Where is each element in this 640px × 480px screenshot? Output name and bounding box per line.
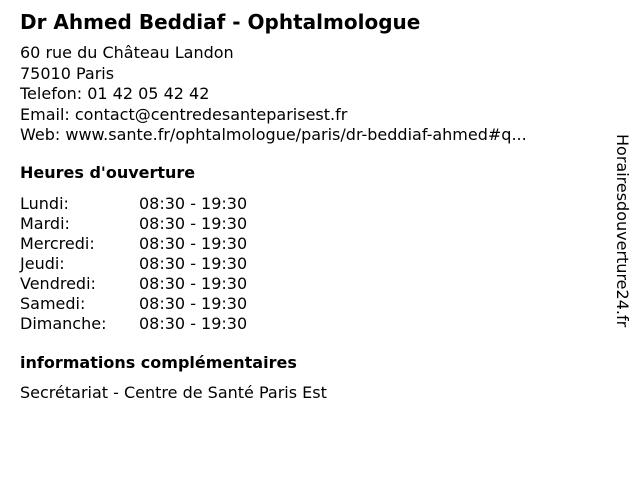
hours-row-thursday: [20, 254, 300, 274]
hours-row-sunday: [20, 314, 300, 334]
day-label: Samedi:: [20, 294, 86, 313]
time-range: 08:30 - 19:30: [139, 254, 248, 273]
web-line: Web: www.sante.fr/ophtalmologue/paris/dr-beddiaf-ahmed#q...: [20, 125, 527, 144]
address-city: 75010 Paris: [20, 63, 115, 83]
day-label: Lundi:: [20, 194, 69, 213]
info-heading: informations complémentaires: [20, 353, 297, 372]
hours-row-saturday: [20, 294, 300, 314]
site-watermark: Horairesdouverture24.fr: [613, 134, 632, 328]
contact-block: [20, 43, 527, 146]
time-range: 08:30 - 19:30: [139, 274, 248, 293]
day-label: Mardi:: [20, 214, 70, 233]
info-text: Secrétariat - Centre de Santé Paris Est: [20, 383, 327, 402]
hours-row-monday: [20, 194, 300, 214]
page-title: Dr Ahmed Beddiaf - Ophtalmologue: [20, 10, 421, 34]
time-range: 08:30 - 19:30: [139, 314, 248, 333]
opening-hours-table: [20, 194, 300, 334]
day-label: Mercredi:: [20, 234, 95, 253]
time-range: 08:30 - 19:30: [139, 294, 248, 313]
hours-row-tuesday: [20, 214, 300, 234]
day-label: Vendredi:: [20, 274, 96, 293]
email-line: Email: contact@centredesanteparisest.fr: [20, 104, 348, 124]
day-label: Dimanche:: [20, 314, 107, 333]
time-range: 08:30 - 19:30: [139, 194, 248, 213]
hours-row-wednesday: [20, 234, 300, 254]
address-street: 60 rue du Château Landon: [20, 43, 234, 62]
day-label: Jeudi:: [20, 254, 65, 273]
time-range: 08:30 - 19:30: [139, 214, 248, 233]
time-range: 08:30 - 19:30: [139, 234, 248, 253]
phone-line: Telefon: 01 42 05 42 42: [20, 84, 210, 103]
hours-heading: Heures d'ouverture: [20, 163, 196, 182]
hours-row-friday: [20, 274, 300, 294]
